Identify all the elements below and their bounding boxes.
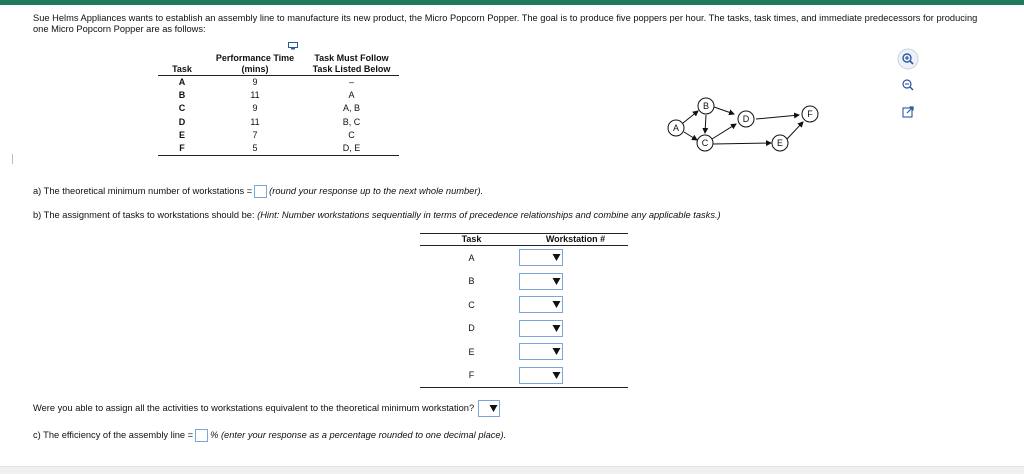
performance-time-column-header: Performance Time (mins) xyxy=(206,50,304,75)
left-edge-marker xyxy=(12,154,17,164)
table-row: B 11 A xyxy=(178,90,355,101)
assign-workstation-header: Workstation # xyxy=(523,234,628,246)
edge-c-d xyxy=(712,124,736,139)
node-d-label: D xyxy=(742,114,750,124)
edge-a-c xyxy=(684,132,697,140)
edge-b-d xyxy=(714,107,734,114)
edge-c-e xyxy=(713,143,771,144)
table-row: F 5 D, E xyxy=(158,141,399,155)
workstation-select-c[interactable] xyxy=(519,296,563,313)
table-row: A 9 – xyxy=(178,77,354,88)
workstation-select-a[interactable] xyxy=(519,249,563,266)
node-b-label: B xyxy=(702,101,710,111)
assign-task-header: Task xyxy=(420,234,523,246)
table-row: D xyxy=(420,317,628,341)
table-row: C 9 A, B xyxy=(178,103,360,114)
task-data-table xyxy=(158,50,399,156)
node-c-label: C xyxy=(701,138,709,148)
assignment-table xyxy=(420,233,628,388)
popout-icon[interactable] xyxy=(897,101,919,123)
node-a-label: A xyxy=(672,123,680,133)
table-row: D 11 B, C xyxy=(178,116,361,127)
problem-statement: Sue Helms Appliances wants to establish an assembly line to manufacture its new product, the Micro Popcorn Popper. The goal is to produce five poppers per hour. The tasks, task times, and immediate predecessors for producing one Micro Popcorn Popper are as follows: xyxy=(33,13,978,35)
edge-a-b xyxy=(683,111,698,123)
yes-no-select[interactable] xyxy=(478,400,500,417)
follow-up-question: Were you able to assign all the activities to workstations equivalent to the theoretical minimum workstation? xyxy=(33,400,500,417)
edge-e-f xyxy=(787,122,803,139)
top-accent-bar xyxy=(0,0,1024,5)
workstation-select-f[interactable] xyxy=(519,367,563,384)
table-row: E 7 C xyxy=(178,129,355,140)
workstation-select-e[interactable] xyxy=(519,343,563,360)
dropdown-arrow-icon xyxy=(550,297,562,312)
dropdown-arrow-icon xyxy=(550,274,562,289)
dropdown-arrow-icon xyxy=(550,344,562,359)
workstation-select-b[interactable] xyxy=(519,273,563,290)
task-column-header: Task xyxy=(158,50,206,75)
zoom-in-icon[interactable] xyxy=(897,48,919,70)
question-b: b) The assignment of tasks to workstations should be: (Hint: Number workstations sequentially in terms of precedence relationships and combine any applicable tasks.) xyxy=(33,210,721,220)
dropdown-arrow-icon xyxy=(550,250,562,265)
collapse-table-icon[interactable] xyxy=(288,37,298,45)
table-row: C xyxy=(420,293,628,317)
table-row: B xyxy=(420,270,628,294)
edge-b-c xyxy=(705,115,706,133)
min-workstations-input[interactable] xyxy=(254,185,267,198)
precedence-diagram xyxy=(662,94,830,156)
edge-d-f xyxy=(756,115,799,119)
dropdown-arrow-icon xyxy=(487,401,499,416)
workstation-select-d[interactable] xyxy=(519,320,563,337)
node-e-label: E xyxy=(776,138,784,148)
table-row: A xyxy=(420,246,628,270)
table-row: E xyxy=(420,340,628,364)
dropdown-arrow-icon xyxy=(550,321,562,336)
table-row: F xyxy=(420,364,628,388)
predecessor-column-header: Task Must Follow Task Listed Below xyxy=(304,50,399,75)
zoom-out-icon[interactable] xyxy=(897,74,919,96)
question-c: c) The efficiency of the assembly line = % (enter your response as a percentage rounded to one decimal place). xyxy=(33,429,506,442)
efficiency-input[interactable] xyxy=(195,429,208,442)
question-a: a) The theoretical minimum number of workstations = (round your response up to the next whole number). xyxy=(33,185,483,198)
node-f-label: F xyxy=(807,109,813,119)
dropdown-arrow-icon xyxy=(550,368,562,383)
